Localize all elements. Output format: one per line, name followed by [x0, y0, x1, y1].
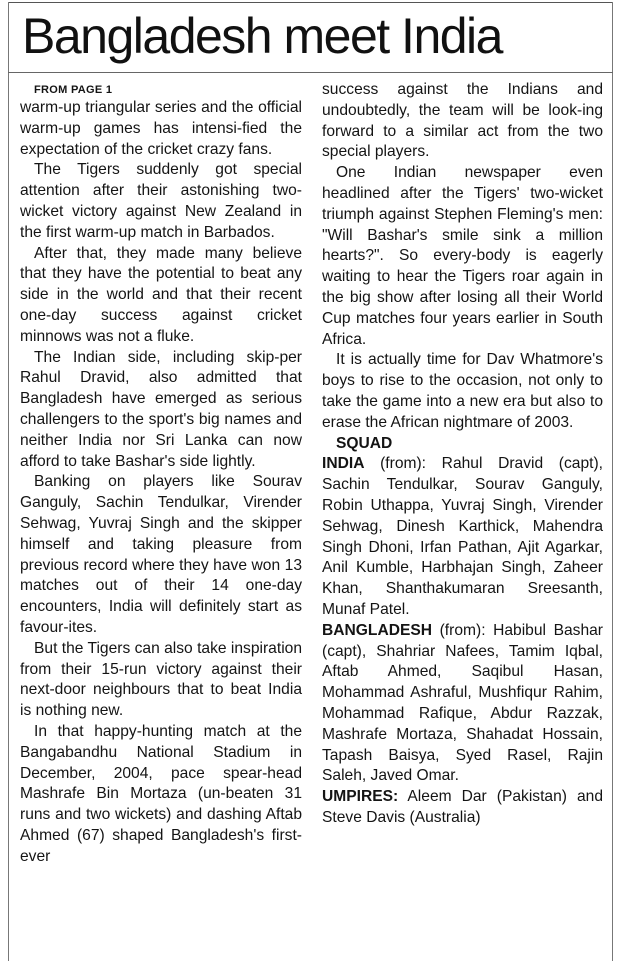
umpires-label: UMPIRES: [322, 788, 399, 806]
headline: Bangladesh meet India [22, 8, 502, 64]
umpires [322, 787, 603, 829]
bangladesh-squad-list: (from): Habibul Bashar (capt), Shahriar Nafees, Tamim Iqbal, Aftab Ahmed, Saqibul Hasan, Mohammad Ashraful, Mushfiqur Rahim, Mohammad Rafique, Abdur Razzak, Mashrafe Mortaza, Shahadat Hossain, Tapash Baisya, Syed Rasel, Rajin Saleh, Javed Omar. [322, 621, 603, 785]
paragraph: It is actually time for Dav Whatmore's boys to rise to the occasion, not only to take the game into a new era but also to erase the African nightmare of 2003. [322, 351, 603, 431]
paragraph: The Tigers suddenly got special attention after their astonishing two-wicket victory against New Zealand in the first warm-up match in Barbados. [20, 161, 302, 241]
bangladesh-squad [322, 621, 603, 787]
headline-rule [8, 72, 613, 73]
left-border [8, 2, 9, 961]
paragraph: success against the Indians and undoubtedly, the team will be look-ing forward to a similar act from the two special players. [322, 81, 603, 161]
bangladesh-label: BANGLADESH [322, 621, 433, 639]
india-label: INDIA [322, 455, 365, 473]
umpires-list: Aleem Dar (Pakistan) and Steve Davis (Australia) [322, 788, 603, 826]
paragraph: After that, they made many believe that they have the potential to beat any side in the world and that their recent one-day success against cricket minnows was not a fluke. [20, 244, 302, 345]
paragraph: In that happy-hunting match at the Bangabandhu National Stadium in December, 2004, pace spear-head Mashrafe Bin Mortaza (un-beaten 31 runs and two wickets) and dashing Aftab Ahmed (67) shaped Bangladesh's first-ever [20, 722, 302, 865]
paragraph: One Indian newspaper even headlined after the Tigers' two-wicket triumph against Stephen Fleming's men: "Will Bashar's smile sink a million hearts?". So every-body is eagerly waiting to hear the Tigers roar again in the big show after losing all their World Cup matches four years earlier in South Africa. [322, 164, 603, 348]
article-column-right [322, 80, 603, 829]
squad-heading: SQUAD [336, 434, 393, 452]
article-column-left [20, 82, 302, 867]
right-border [612, 2, 613, 961]
paragraph: warm-up triangular series and the official warm-up games has intensi-fied the expectation of the cricket crazy fans. [20, 99, 302, 158]
paragraph: But the Tigers can also take inspiration from their 15-run victory against their next-door neighbours that to beat India is nothing new. [20, 639, 302, 720]
india-squad-list: (from): Rahul Dravid (capt), Sachin Tendulkar, Sourav Ganguly, Robin Uthappa, Yuvraj Singh, Virender Sehwag, Dinesh Karthick, Mahendra Singh Dhoni, Irfan Pathan, Ajit Agarkar, Anil Kumble, Harbhajan Singh, Zaheer Khan, Shanthakumaran Sreesanth, Munaf Patel. [322, 455, 603, 618]
india-squad [322, 454, 603, 620]
jump-label: FROM PAGE 1 [34, 84, 113, 96]
paragraph: The Indian side, including skip-per Rahul Dravid, also admitted that Bangladesh have emerged as serious challengers to the sport's big names and neither India nor Sri Lanka can now afford to take Bashar's side lightly. [20, 348, 302, 470]
paragraph: Banking on players like Sourav Ganguly, Sachin Tendulkar, Virender Sehwag, Yuvraj Singh and the skipper himself and taking pleasure from previous record where they have won 13 matches out of their 14 one-day encounters, India will definitely start as favour-ites. [20, 473, 302, 636]
top-border [8, 2, 613, 3]
